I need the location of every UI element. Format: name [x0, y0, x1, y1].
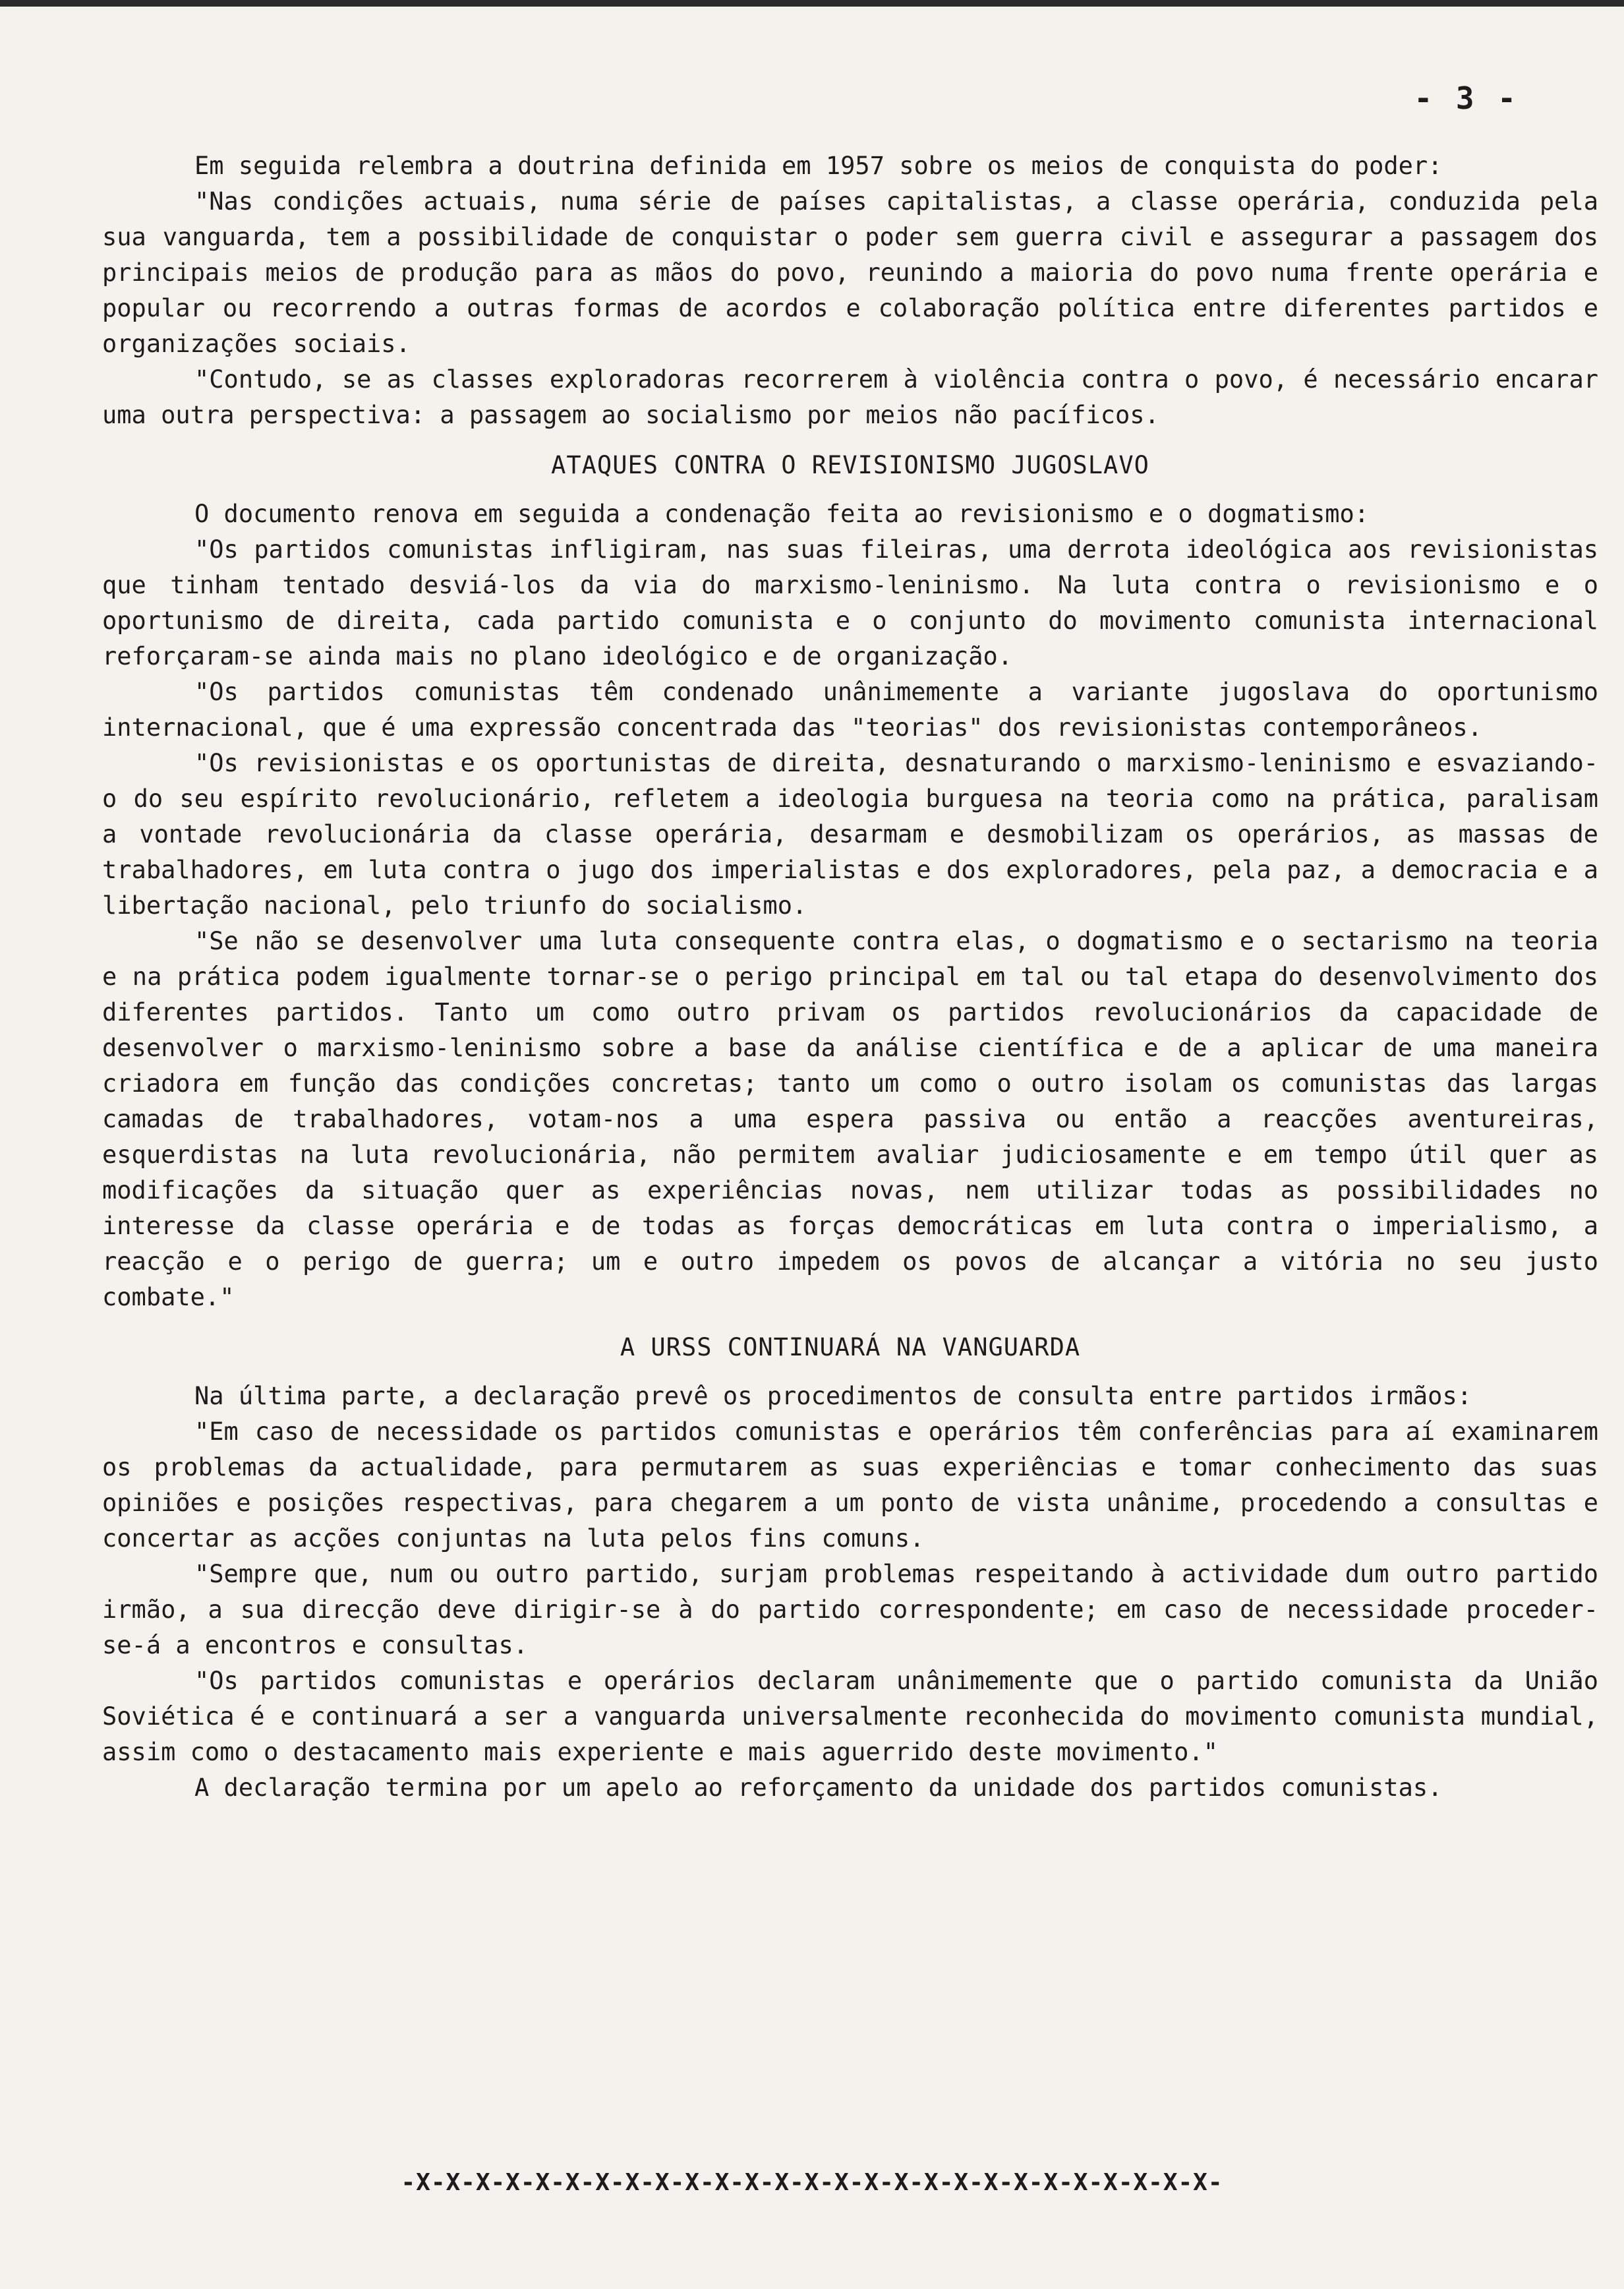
end-separator: -X-X-X-X-X-X-X-X-X-X-X-X-X-X-X-X-X-X-X-X-X-X-X-X-X-X-X-: [401, 2169, 1223, 2196]
paragraph: Em seguida relembra a doutrina definida em 1957 sobre os meios de conquista do poder:: [194, 152, 1443, 180]
section-heading: ATAQUES CONTRA O REVISIONISMO JUGOSLAVO: [551, 451, 1149, 479]
quote-paragraph: "Nas condições actuais, numa série de países capitalistas, a classe operária, conduzida pela sua vanguarda, tem a possibilidade de conquistar o poder sem guerra civil e assegurar a passagem dos principais meios de produção para as mãos do povo, reunindo a maioria do povo numa frente operária e popular ou recorrendo a outras formas de acordos e colaboração política entre diferentes partidos e organizações sociais.: [102, 187, 1598, 358]
page-number: - 3 -: [1414, 80, 1519, 116]
paragraph: O documento renova em seguida a condenação feita ao revisionismo e o dogmatismo:: [194, 500, 1370, 528]
quote-paragraph: "Os partidos comunistas infligiram, nas suas fileiras, uma derrota ideológica aos revisionistas que tinham tentado desviá-los da via do marxismo-leninismo. Na luta contra o revisionismo e o oportunismo de direita, cada partido comunista e o conjunto do movimento comunista internacional reforçaram-se ainda mais no plano ideológico e de organização.: [102, 535, 1598, 670]
page-top-edge: [0, 0, 1624, 7]
quote-paragraph: "Os revisionistas e os oportunistas de direita, desnaturando o marxismo-leninismo e esvaziando-o do seu espírito revolucionário, refletem a ideologia burguesa na teoria como na prática, paralisam a vontade revolucionária da classe operária, desarmam e desmobilizam os operários, as massas de trabalhadores, em luta contra o jugo dos imperialistas e dos exploradores, pela paz, a democracia e a libertação nacional, pelo triunfo do socialismo.: [102, 749, 1598, 920]
quote-paragraph: "Sempre que, num ou outro partido, surjam problemas respeitando à actividade dum outro partido irmão, a sua direcção deve dirigir-se à do partido correspondente; em caso de necessidade proceder-se-á a encontros e consultas.: [102, 1560, 1598, 1659]
quote-paragraph: "Os partidos comunistas têm condenado unânimemente a variante jugoslava do oportunismo internacional, que é uma expressão concentrada das "teorias" dos revisionistas contemporâneos.: [102, 678, 1598, 742]
quote-paragraph: "Os partidos comunistas e operários declaram unânimemente que o partido comunista da União Soviética é e continuará a ser a vanguarda universalmente reconhecida do movimento comunista mundial, assim como o destacamento mais experiente e mais aguerrido deste movimento.": [102, 1667, 1598, 1766]
paragraph: A declaração termina por um apelo ao reforçamento da unidade dos partidos comunistas.: [194, 1773, 1443, 1802]
section-heading: A URSS CONTINUARÁ NA VANGUARDA: [620, 1333, 1081, 1361]
paragraph: Na última parte, a declaração prevê os procedimentos de consulta entre partidos irmãos:: [194, 1382, 1472, 1410]
quote-paragraph: "Em caso de necessidade os partidos comunistas e operários têm conferências para aí examinarem os problemas da actualidade, para permutarem as suas experiências e tomar conhecimento das suas opiniões e posições respectivas, para chegarem a um ponto de vista unânime, procedendo a consultas e concertar as acções conjuntas na luta pelos fins comuns.: [102, 1417, 1598, 1553]
quote-paragraph: "Contudo, se as classes exploradoras recorrerem à violência contra o povo, é necessário encarar uma outra perspectiva: a passagem ao socialismo por meios não pacíficos.: [102, 365, 1598, 429]
document-body: [102, 148, 1598, 1806]
quote-paragraph: "Se não se desenvolver uma luta consequente contra elas, o dogmatismo e o sectarismo na teoria e na prática podem igualmente tornar-se o perigo principal em tal ou tal etapa do desenvolvimento dos diferentes partidos. Tanto um como outro privam os partidos revolucionários da capacidade de desenvolver o marxismo-leninismo sobre a base da análise científica e de a aplicar de uma maneira criadora em função das condições concretas; tanto um como o outro isolam os comunistas das largas camadas de trabalhadores, votam-nos a uma espera passiva ou então a reacções aventureiras, esquerdistas na luta revolucionária, não permitem avaliar judiciosamente e em tempo útil quer as modificações da situação quer as experiências novas, nem utilizar todas as possibilidades no interesse da classe operária e de todas as forças democráticas em luta contra o imperialismo, a reacção e o perigo de guerra; um e outro impedem os povos de alcançar a vitória no seu justo combate.": [102, 927, 1598, 1311]
